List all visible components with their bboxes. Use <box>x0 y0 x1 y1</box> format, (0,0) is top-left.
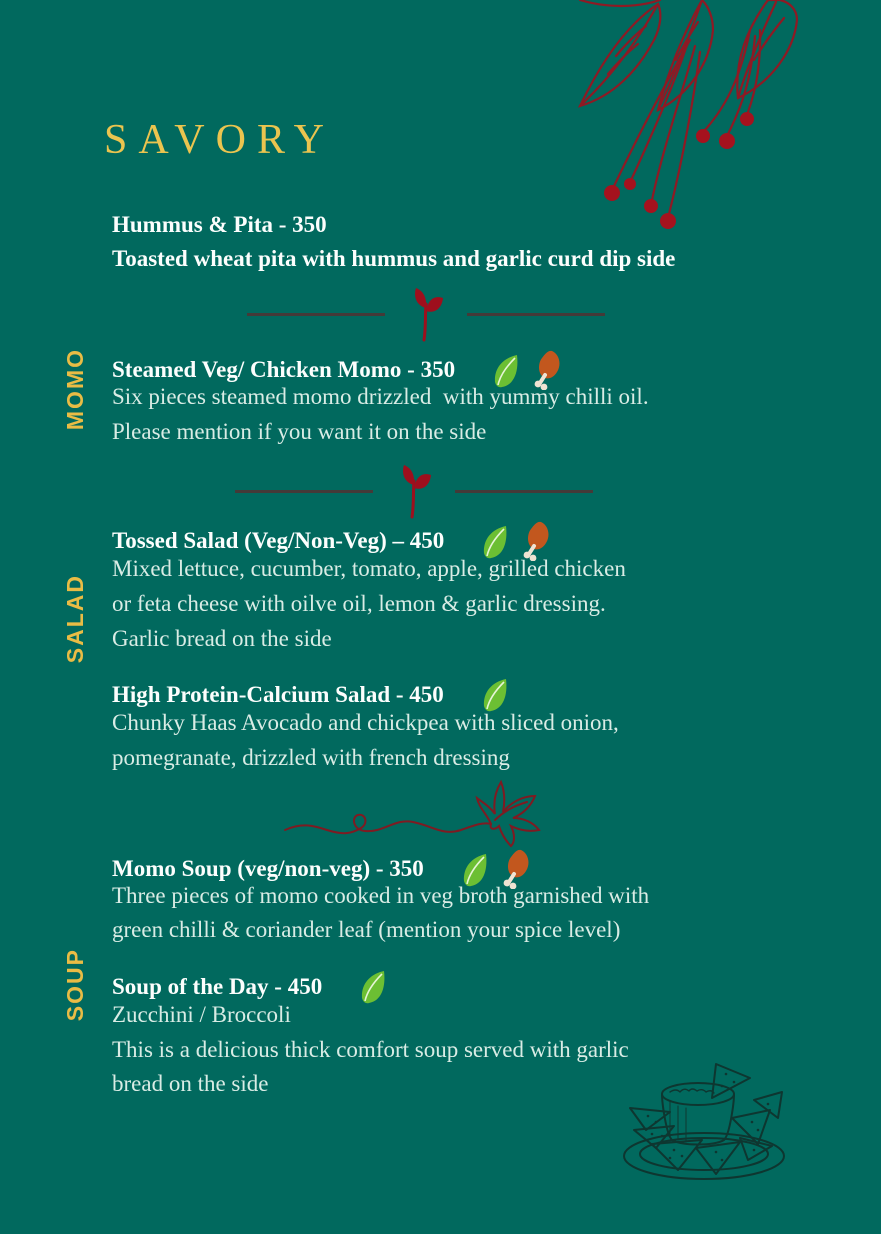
menu-item-desc-line: Chunky Haas Avocado and chickpea with sliced onion, <box>112 710 619 735</box>
menu-item-desc-line: Toasted wheat pita with hummus and garlic curd dip side <box>112 246 676 271</box>
item-name-price: High Protein-Calcium Salad - 450 <box>112 682 444 707</box>
nonveg-drumstick-icon <box>522 521 550 561</box>
veg-leaf-icon <box>480 676 510 714</box>
menu-item-heading <box>112 212 327 238</box>
menu-item-heading <box>112 968 388 1006</box>
diet-icons <box>480 521 550 561</box>
diet-icons <box>358 968 388 1006</box>
divider-sprout-icon <box>397 463 431 519</box>
section-label-soup: SOUP <box>62 948 88 1022</box>
menu-item-desc-line: pomegranate, drizzled with french dressing <box>112 745 510 770</box>
menu-item-desc-line: Zucchini / Broccoli <box>112 1002 291 1027</box>
menu-item-desc-line: Six pieces steamed momo drizzled with yummy chilli oil. <box>112 384 649 409</box>
item-name-price: Steamed Veg/ Chicken Momo - 350 <box>112 357 456 382</box>
divider-line <box>467 313 605 316</box>
vine-squiggle-decor-icon <box>283 768 548 848</box>
menu-item-desc-line: green chilli & coriander leaf (mention your spice level) <box>112 917 621 942</box>
menu-item-desc-line: Mixed lettuce, cucumber, tomato, apple, grilled chicken <box>112 556 626 581</box>
section-label-salad: SALAD <box>62 574 88 664</box>
berry-branch-decor-icon <box>540 0 881 250</box>
menu-item-heading <box>112 676 510 714</box>
page-title: SAVORY <box>104 117 335 163</box>
section-divider <box>235 463 593 519</box>
menu-item-desc-line: or feta cheese with oilve oil, lemon & garlic dressing. <box>112 591 606 616</box>
menu-item-desc-line: This is a delicious thick comfort soup served with garlic <box>112 1037 629 1062</box>
diet-icons <box>480 676 510 714</box>
section-divider <box>247 286 605 342</box>
menu-item-desc-line: Three pieces of momo cooked in veg broth garnished with <box>112 883 650 908</box>
nachos-plate-sketch-icon <box>612 1052 797 1187</box>
divider-sprout-icon <box>409 286 443 342</box>
divider-line <box>247 313 385 316</box>
menu-item-desc-line: Please mention if you want it on the side <box>112 419 487 444</box>
menu-item-desc-line: bread on the side <box>112 1071 269 1096</box>
divider-line <box>235 490 373 493</box>
divider-line <box>455 490 593 493</box>
item-name-price: Hummus & Pita - 350 <box>112 212 327 237</box>
item-name-price: Momo Soup (veg/non-veg) - 350 <box>112 856 424 881</box>
item-name-price: Tossed Salad (Veg/Non-Veg) – 450 <box>112 528 445 553</box>
menu-item-desc-line: Garlic bread on the side <box>112 626 332 651</box>
section-label-momo: MOMO <box>62 348 88 431</box>
item-name-price: Soup of the Day - 450 <box>112 974 323 999</box>
menu-item-heading <box>112 521 550 561</box>
veg-leaf-icon <box>358 968 388 1006</box>
